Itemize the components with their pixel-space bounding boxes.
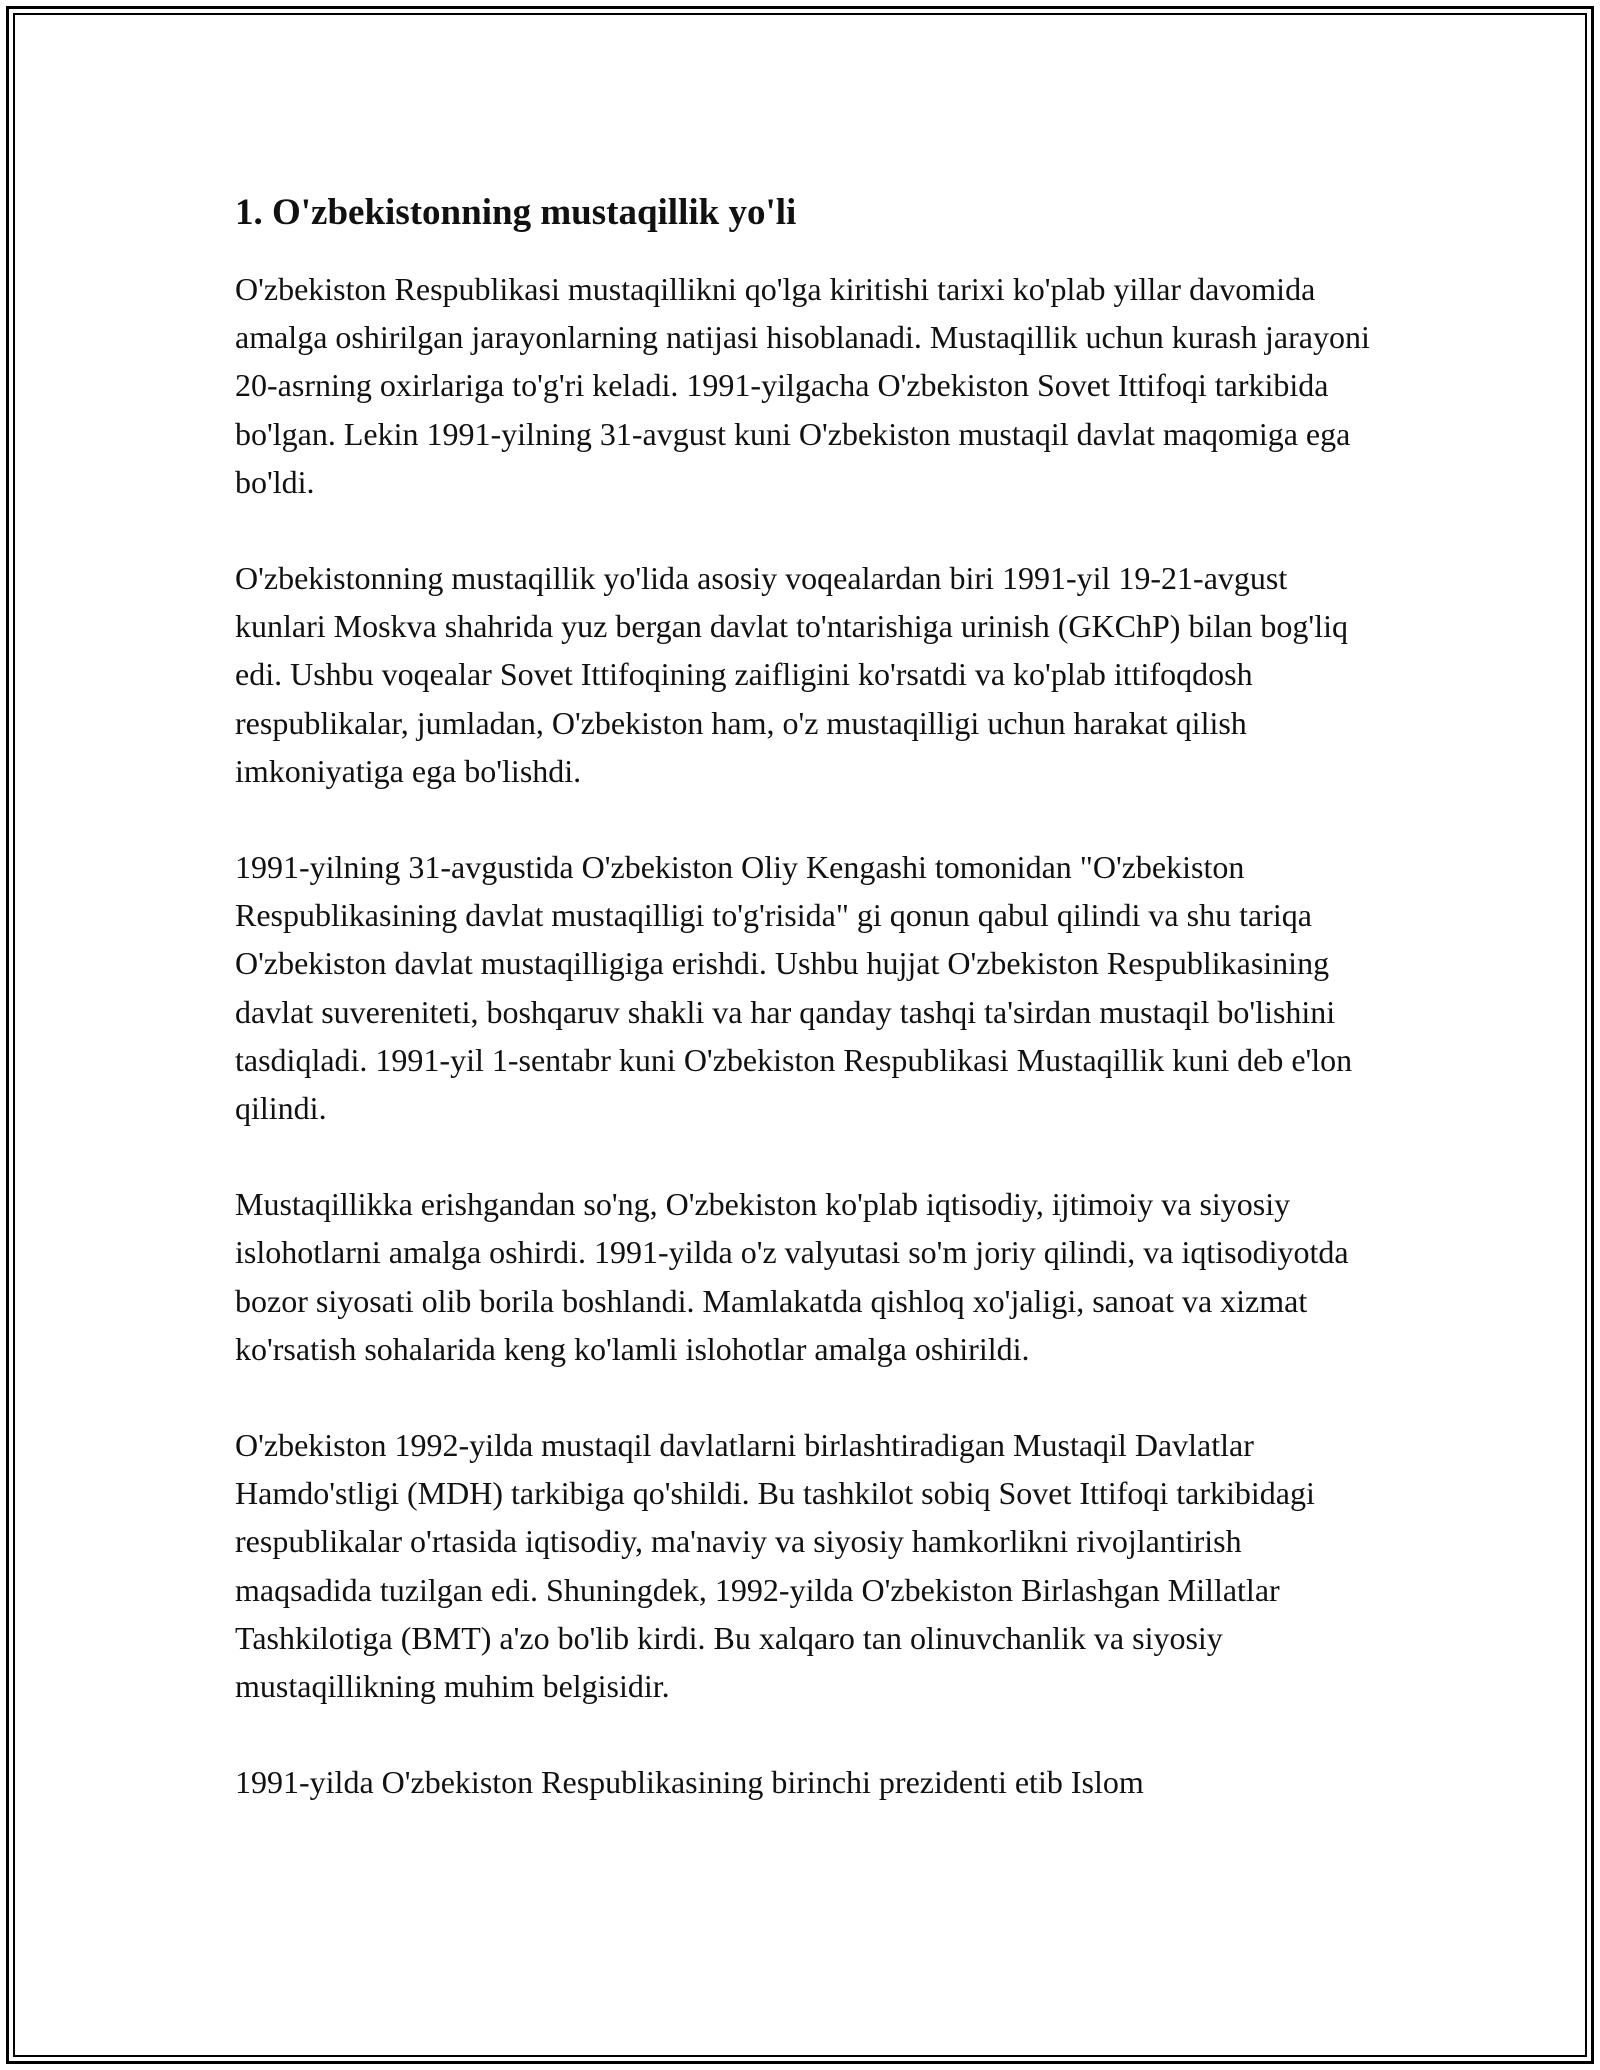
document-body <box>235 185 1370 1854</box>
paragraph-6: 1991-yilda O'zbekiston Respublikasining birinchi prezidenti etib Islom <box>235 1764 1144 1801</box>
paragraph-5: O'zbekiston 1992-yilda mustaqil davlatlarni birlashtiradigan Mustaqil Davlatlar Hamdo'stligi (MDH) tarkibiga qo'shildi. Bu tashkilot sobiq Sovet Ittifoqi tarkibidagi respublikalar o'rtasida iqtisodiy, ma'naviy va siyosiy hamkorlikni rivojlantirish maqsadida tuzilgan edi. Shuningdek, 1992-yilda O'zbekiston Birlashgan Millatlar Tashkilotiga (BMT) a'zo bo'lib kirdi. Bu xalqaro tan olinuvchanlik va siyosiy mustaqillikning muhim belgisidir. <box>235 1427 1315 1705</box>
paragraph-3: 1991-yilning 31-avgustida O'zbekiston Oliy Kengashi tomonidan "O'zbekiston Respublikasining davlat mustaqilligi to'g'risida" gi qonun qabul qilindi va shu tariqa O'zbekiston davlat mustaqilligiga erishdi. Ushbu hujjat O'zbekiston Respublikasining davlat suvereniteti, boshqaruv shakli va har qanday tashqi ta'sirdan mustaqil bo'lishini tasdiqladi. 1991-yil 1-sentabr kuni O'zbekiston Respublikasi Mustaqillik kuni deb e'lon qilindi. <box>235 849 1353 1127</box>
paragraph-2: O'zbekistonning mustaqillik yo'lida asosiy voqealardan biri 1991-yil 19-21-avgust kunlari Moskva shahrida yuz bergan davlat to'ntarishiga urinish (GKChP) bilan bog'liq edi. Ushbu voqealar Sovet Ittifoqining zaifligini ko'rsatdi va ko'plab ittifoqdosh respublikalar, jumladan, O'zbekiston ham, o'z mustaqilligi uchun harakat qilish imkoniyatiga ega bo'lishdi. <box>235 560 1348 789</box>
paragraph-1: O'zbekiston Respublikasi mustaqillikni qo'lga kiritishi tarixi ko'plab yillar davomida amalga oshirilgan jarayonlarning natijasi hisoblanadi. Mustaqillik uchun kurash jarayoni 20-asrning oxirlariga to'g'ri keladi. 1991-yilgacha O'zbekiston Sovet Ittifoqi tarkibida bo'lgan. Lekin 1991-yilning 31-avgust kuni O'zbekiston mustaqil davlat maqomiga ega bo'ldi. <box>235 271 1370 500</box>
paragraph-4: Mustaqillikka erishgandan so'ng, O'zbekiston ko'plab iqtisodiy, ijtimoiy va siyosiy islohotlarni amalga oshirdi. 1991-yilda o'z valyutasi so'm joriy qilindi, va iqtisodiyotda bozor siyosati olib borila boshlandi. Mamlakatda qishloq xo'jaligi, sanoat va xizmat ko'rsatish sohalarida keng ko'lamli islohotlar amalga oshirildi. <box>235 1186 1349 1367</box>
section-heading: 1. O'zbekistonning mustaqillik yo'li <box>235 192 797 233</box>
